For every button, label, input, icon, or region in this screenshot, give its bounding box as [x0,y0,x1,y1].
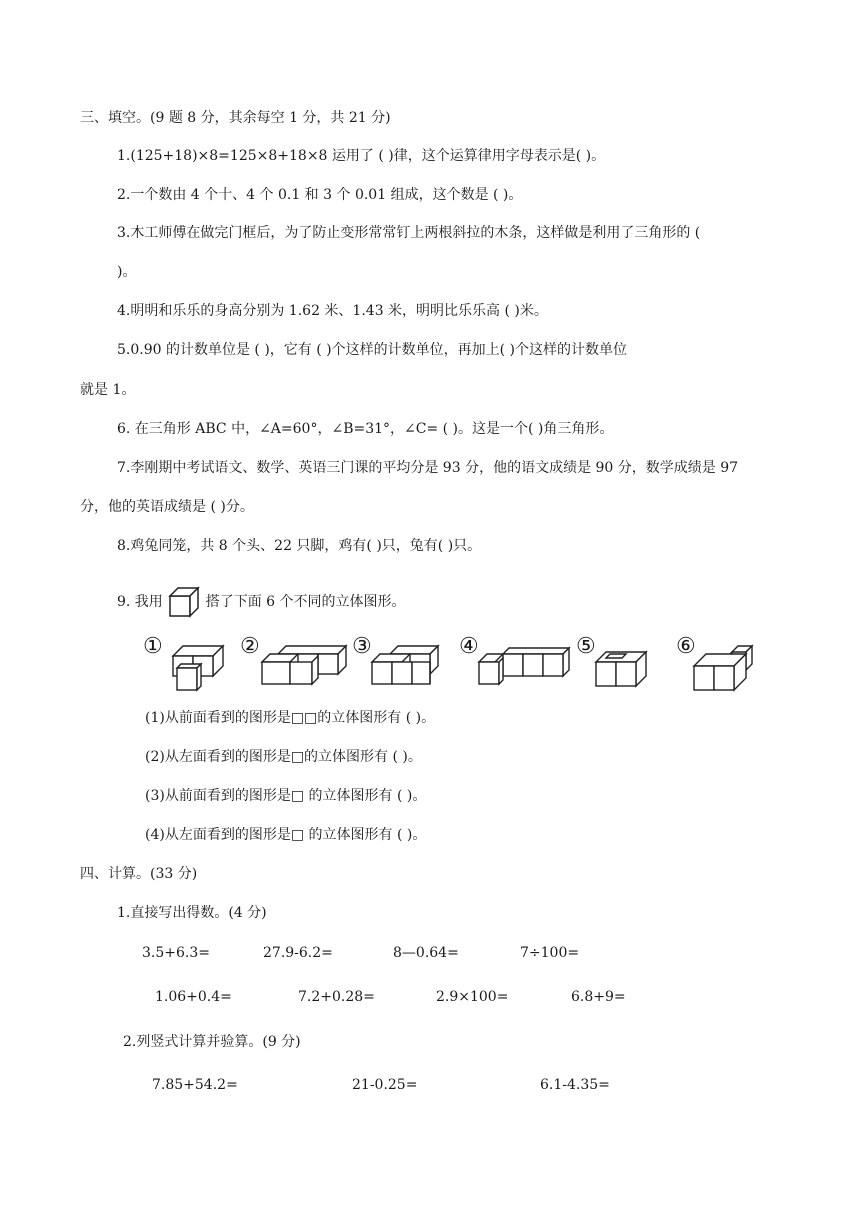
solid-label-2: ② [240,634,260,659]
calc-item: 21-0.25= [352,1077,418,1093]
part-1-title: 1.直接写出得数。(4 分) [117,905,267,921]
question-9-suffix: 搭了下面 6 个不同的立体图形。 [205,594,406,610]
section-3-heading: 三、填空。(9 题 8 分，其余每空 1 分，共 21 分) [80,110,391,126]
section-4-heading: 四、计算。(33 分) [80,866,198,882]
sub-question-1: (1)从前面看到的图形是□□的立体图形有 ( )。 [145,710,436,726]
calc-item: 7.85+54.2= [152,1077,238,1093]
sub-question-3: (3)从前面看到的图形是□ 的立体图形有 ( )。 [145,788,427,804]
question-4: 4.明明和乐乐的身高分别为 1.62 米、1.43 米，明明比乐乐高 ( )米。 [117,303,548,319]
question-1: 1.(125+18)×8=125×8+18×8 运用了 ( )律，这个运算律用字母表示是( )。 [117,148,606,164]
question-7-line-2: 分，他的英语成绩是 ( )分。 [80,499,254,515]
question-9 [117,586,406,618]
calc-item: 7÷100= [520,945,580,961]
sub-question-2: (2)从左面看到的图形是□的立体图形有 ( )。 [145,749,422,765]
solid-label-5: ⑤ [576,634,596,659]
solid-1-drawing [165,640,245,698]
solid-label-4: ④ [459,634,479,659]
part-2-title: 2.列竖式计算并验算。(9 分) [123,1034,301,1050]
solid-3-drawing [368,642,458,694]
question-8: 8.鸡兔同笼，共 8 个头、22 只脚，鸡有( )只，兔有( )只。 [117,538,482,554]
solid-label-3: ③ [352,634,372,659]
question-5-line-2: 就是 1。 [80,382,136,398]
question-6: 6. 在三角形 ABC 中，∠A=60°，∠B=31°，∠C= ( )。这是一个( )角三角形。 [117,421,614,437]
question-2: 2.一个数由 4 个十、4 个 0.1 和 3 个 0.01 组成，这个数是 ( )。 [117,187,523,203]
solid-label-6: ⑥ [676,634,696,659]
question-3-line-1: 3.木工师傅在做完门框后，为了防止变形常常钉上两根斜拉的木条，这样做是利用了三角形的 ( [117,225,701,241]
calc-item: 6.1-4.35= [540,1077,610,1093]
calc-item: 1.06+0.4= [155,989,232,1005]
question-3-line-2: )。 [117,264,137,280]
calc-item: 2.9×100= [436,989,509,1005]
question-9-prefix: 9. 我用 [117,594,163,610]
calc-item: 3.5+6.3= [142,945,210,961]
calc-item: 8—0.64= [393,945,459,961]
calc-item: 27.9-6.2= [263,945,333,961]
question-5-line-1: 5.0.90 的计数单位是 ( )，它有 ( )个这样的计数单位，再加上( )个这样的计数单位 [117,342,628,358]
calc-item: 6.8+9= [571,989,626,1005]
solid-5-drawing [592,642,664,694]
sub-question-4: (4)从左面看到的图形是□ 的立体图形有 ( )。 [145,827,427,843]
solid-4-drawing [475,642,575,694]
calc-item: 7.2+0.28= [298,989,375,1005]
solid-label-1: ① [143,634,163,659]
solid-6-drawing [690,640,770,700]
question-7-line-1: 7.李刚期中考试语文、数学、英语三门课的平均分是 93 分，他的语文成绩是 90 分，数学成绩是 97 [117,460,739,476]
solid-2-drawing [258,642,353,694]
single-cube-icon [168,586,200,618]
